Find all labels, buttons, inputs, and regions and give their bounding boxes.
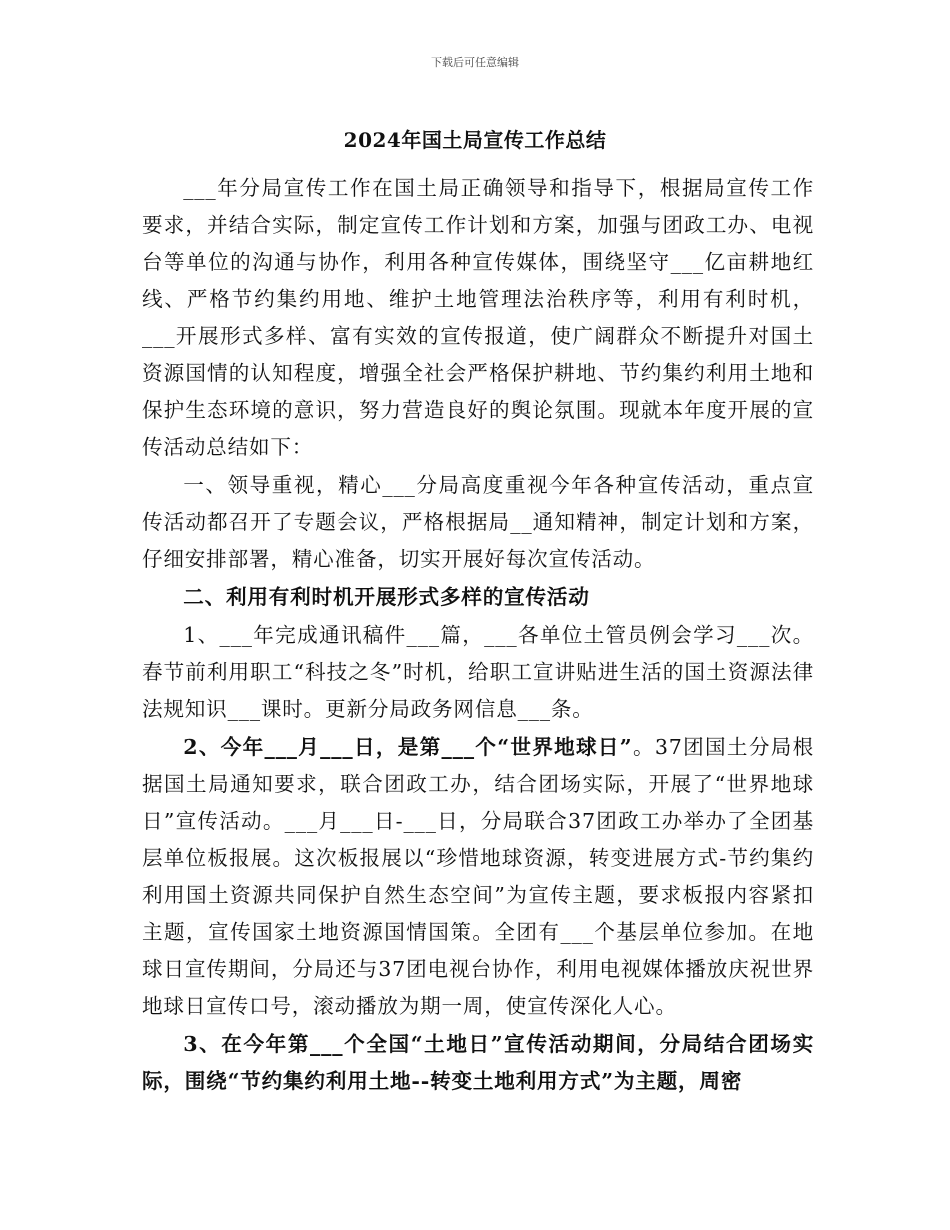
paragraph-intro: ___年分局宣传工作在国土局正确领导和指导下，根据局宣传工作要求，并结合实际，制定宣传工作计划和方案，加强与团政工办、电视台等单位的沟通与协作，利用各种宣传媒体，围绕坚守___亿亩耕地红线、严格节约集约用地、维护土地管理法治秩序等，利用有利时机，___开展形式多样、富有实效的宣传报道，使广阔群众不断提升对国土资源国情的认知程度，增强全社会严格保护耕地、节约集约利用土地和保护生态环境的意识，努力营造良好的舆论氛围。现就本年度开展的宣传活动总结如下：	[142, 176, 814, 459]
paragraph-item-2-rest: 。37团国土分局根据国土局通知要求，联合团政工办，结合团场实际，开展了“世界地球日”宣传活动。___月___日-___日，分局联合37团政工办举办了全团基层单位板报展。这次板报展以“珍惜地球资源，转变进展方式-节约集约利用国土资源共同保护自然生态空间”为宣传主题，要求板报内容紧扣主题，宣传国家土地资源国情国策。全团有___个基层单位参加。在地球日宣传期间，分局还与37团电视台协作，利用电视媒体播放庆祝世界地球日宣传口号，滚动播放为期一周，使宣传深化人心。	[142, 735, 814, 1018]
paragraph-item-1: 1、___年完成通讯稿件___篇，___各单位土管员例会学习___次。春节前利用职工“科技之冬”时机，给职工宣讲贴进生活的国土资源法律法规知识___课时。更新分局政务网信息___条。	[142, 623, 814, 721]
paragraph-item-3: 3、在今年第___个全国“土地日”宣传活动期间，分局结合团场实际，围绕“节约集约利用土地--转变土地利用方式”为主题，周密	[142, 1032, 814, 1093]
document-title: 2024年国土局宣传工作总结	[343, 128, 607, 152]
paragraph-section-1: 一、领导重视，精心___分局高度重视今年各种宣传活动，重点宣传活动都召开了专题会议，严格根据局__通知精神，制定计划和方案，仔细安排部署，精心准备，切实开展好每次宣传活动。	[142, 473, 814, 571]
paragraph-item-2	[142, 729, 814, 1025]
paragraph-item-2-lead: 2、今年___月___日，是第___个“世界地球日”	[183, 735, 633, 759]
section-heading-2: 二、利用有利时机开展形式多样的宣传活动	[183, 585, 590, 609]
document-body	[142, 170, 814, 1101]
header-note: 下载后可任意编辑	[431, 56, 519, 69]
